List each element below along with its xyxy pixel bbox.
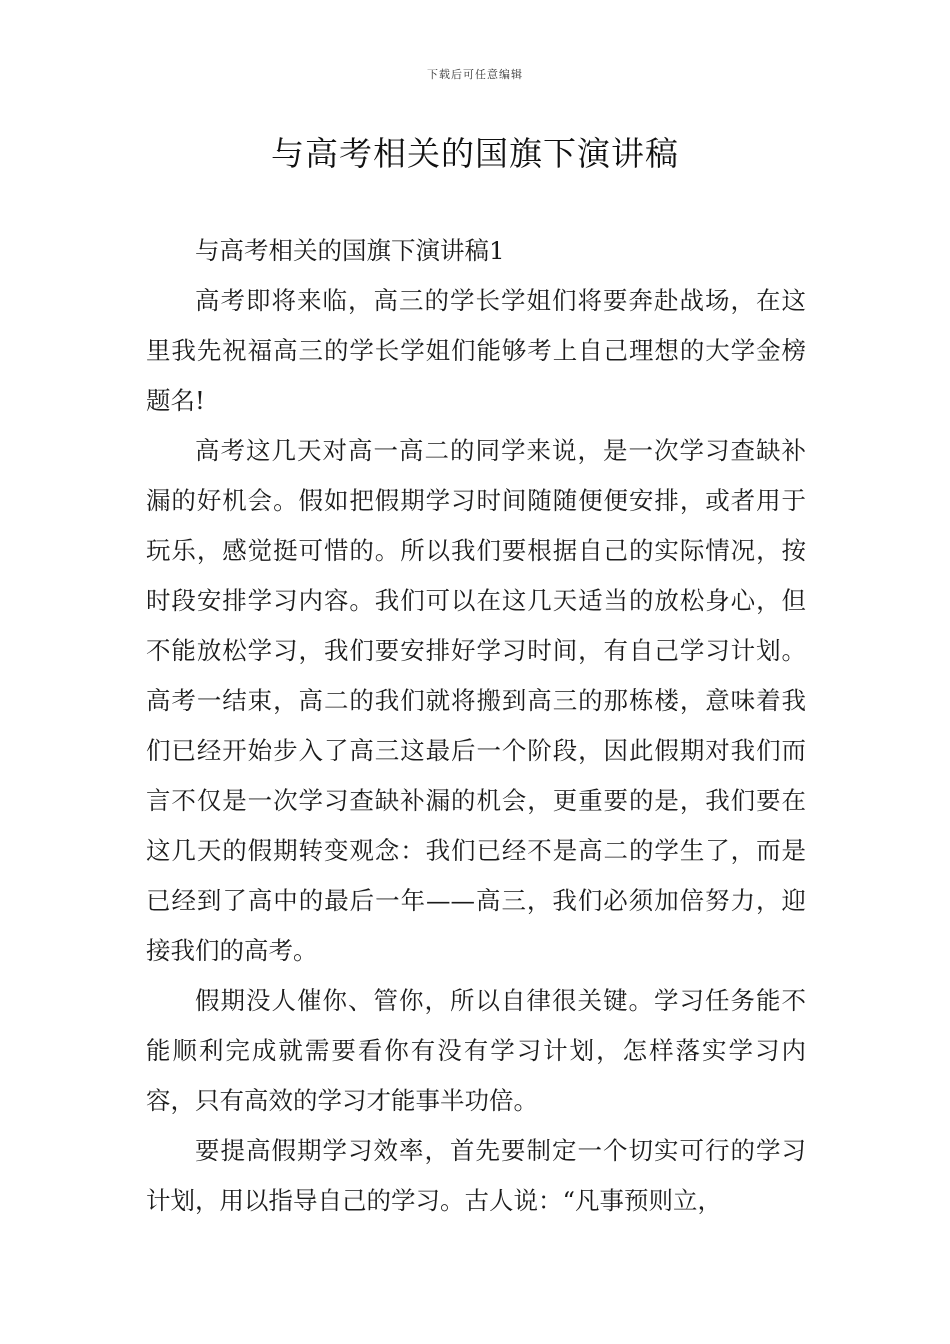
paragraph: 高考这几天对高一高二的同学来说，是一次学习查缺补漏的好机会。假如把假期学习时间随随便便安排，或者用于玩乐，感觉挺可惜的。所以我们要根据自己的实际情况，按时段安排学习内容。我们可以在这几天适当的放松身心，但不能放松学习，我们要安排好学习时间，有自己学习计划。高考一结束，高二的我们就将搬到高三的那栋楼，意味着我们已经开始步入了高三这最后一个阶段，因此假期对我们而言不仅是一次学习查缺补漏的机会，更重要的是，我们要在这几天的假期转变观念：我们已经不是高二的学生了，而是已经到了高中的最后一年——高三，我们必须加倍努力，迎接我们的高考。 <box>146 436 806 965</box>
subtitle-paragraph: 与高考相关的国旗下演讲稿1 <box>195 236 505 265</box>
header-note: 下载后可任意编辑 <box>427 68 523 81</box>
document-body <box>146 226 806 1226</box>
paragraph: 要提高假期学习效率，首先要制定一个切实可行的学习计划，用以指导自己的学习。古人说：“凡事预则立， <box>146 1136 806 1215</box>
document-title: 与高考相关的国旗下演讲稿 <box>271 134 679 173</box>
paragraph: 假期没人催你、管你，所以自律很关键。学习任务能不能顺利完成就需要看你有没有学习计划，怎样落实学习内容，只有高效的学习才能事半功倍。 <box>146 986 806 1115</box>
paragraph: 高考即将来临，高三的学长学姐们将要奔赴战场，在这里我先祝福高三的学长学姐们能够考上自己理想的大学金榜题名! <box>146 286 806 415</box>
